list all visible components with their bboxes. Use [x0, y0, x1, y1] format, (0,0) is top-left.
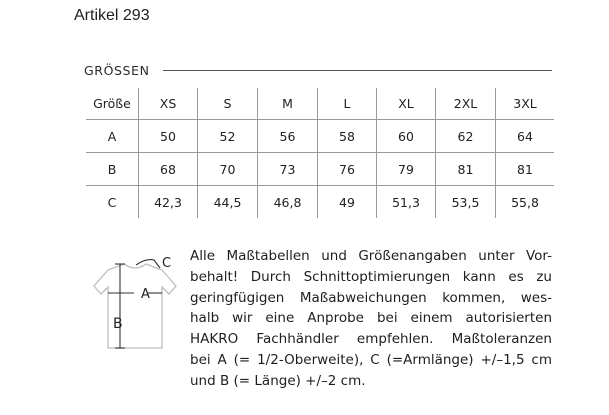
- table-row: [86, 120, 554, 153]
- notes-line: behalt! Durch Schnittoptimierungen kann es zu: [190, 268, 552, 285]
- table-cell: 73: [258, 153, 318, 186]
- table-header-row: [86, 88, 554, 120]
- section-heading: GRÖSSEN: [84, 63, 150, 78]
- size-notes: [190, 246, 552, 392]
- table-cell: 70: [198, 153, 258, 186]
- notes-line: bei A (= 1/2-Oberweite), C (=Armlänge) +/–1,5 cm: [190, 351, 552, 368]
- table-cell: 49: [318, 186, 377, 219]
- table-header-cell: Größe: [93, 96, 131, 111]
- table-cell: B: [86, 153, 139, 186]
- table-cell: 46,8: [258, 186, 318, 219]
- table-cell: 62: [436, 120, 496, 153]
- table-header-cell: S: [198, 88, 258, 120]
- table-header-cell: 2XL: [436, 88, 496, 120]
- table-cell: 58: [318, 120, 377, 153]
- table-header-cell: XS: [139, 88, 198, 120]
- table-cell: 68: [139, 153, 198, 186]
- section-divider: [163, 70, 552, 71]
- table-cell: C: [107, 194, 117, 210]
- table-header-cell: M: [258, 88, 318, 120]
- table-cell: A: [86, 120, 139, 153]
- table-cell: 81: [436, 153, 496, 186]
- notes-line: HAKRO Fachhändler empfehlen. Maßtoleranzen: [190, 331, 552, 348]
- table-cell: 51,3: [377, 186, 436, 219]
- table-cell: 64: [496, 120, 555, 153]
- table-cell: 60: [377, 120, 436, 153]
- table-header-cell: L: [318, 88, 377, 120]
- tshirt-measurement-icon: [86, 250, 186, 360]
- diagram-label-c: C: [162, 256, 172, 271]
- table-cell: 50: [139, 120, 198, 153]
- table-cell: 79: [377, 153, 436, 186]
- table-cell: 56: [258, 120, 318, 153]
- table-header-cell: XL: [377, 88, 436, 120]
- diagram-label-a: A: [141, 287, 150, 302]
- table-row: [86, 186, 554, 219]
- table-cell: 53,5: [436, 186, 496, 219]
- table-cell: 81: [496, 153, 555, 186]
- table-cell: 55,8: [496, 186, 555, 219]
- table-header-cell: 3XL: [496, 88, 555, 120]
- table-cell: 76: [318, 153, 377, 186]
- notes-line: und B (= Länge) +/–2 cm.: [190, 372, 366, 389]
- diagram-label-b: B: [113, 316, 123, 332]
- table-cell: 52: [198, 120, 258, 153]
- table-cell: 44,5: [198, 186, 258, 219]
- notes-line: geringfügigen Maßabweichungen kommen, wes-: [190, 289, 552, 306]
- article-title: Artikel 293: [74, 7, 150, 24]
- notes-line: halb wir eine Anprobe bei einem autorisierten: [190, 310, 552, 327]
- table-row: [86, 153, 554, 186]
- size-table: [86, 88, 554, 218]
- notes-line: Alle Maßtabellen und Größenangaben unter Vor-: [190, 248, 552, 264]
- table-cell: 42,3: [139, 186, 198, 219]
